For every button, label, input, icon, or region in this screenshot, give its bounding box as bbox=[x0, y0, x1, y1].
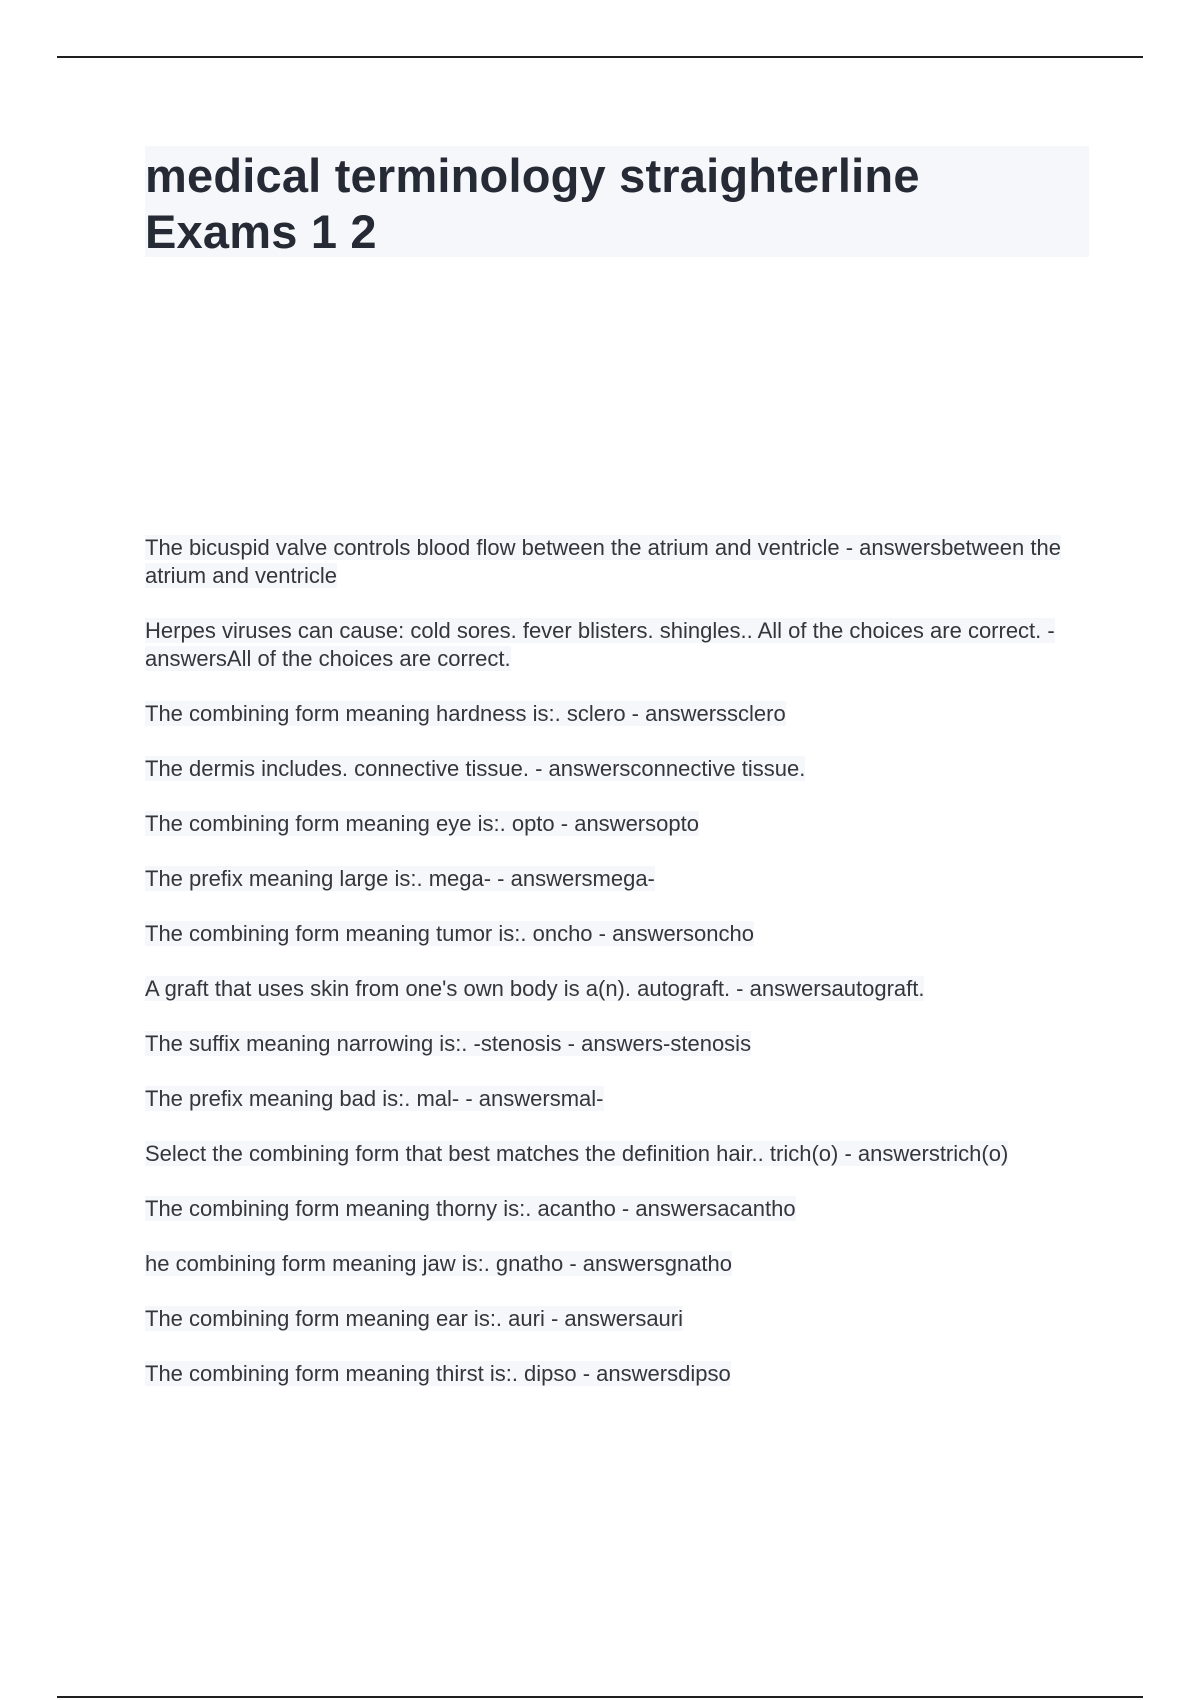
qa-text: The prefix meaning bad is:. mal- - answersmal- bbox=[145, 1086, 604, 1111]
qa-item bbox=[145, 1030, 1075, 1058]
qa-item bbox=[145, 534, 1075, 590]
qa-text: The combining form meaning hardness is:. sclero - answerssclero bbox=[145, 701, 786, 726]
qa-text: The suffix meaning narrowing is:. -stenosis - answers-stenosis bbox=[145, 1031, 752, 1056]
qa-text: The combining form meaning tumor is:. oncho - answersoncho bbox=[145, 921, 754, 946]
qa-text: The combining form meaning thirst is:. dipso - answersdipso bbox=[145, 1361, 731, 1386]
qa-item bbox=[145, 700, 1075, 728]
qa-text: The combining form meaning ear is:. auri - answersauri bbox=[145, 1306, 684, 1331]
qa-text: The bicuspid valve controls blood flow between the atrium and ventricle - answersbetween the atrium and ventricle bbox=[145, 535, 1061, 588]
qa-text: he combining form meaning jaw is:. gnatho - answersgnatho bbox=[145, 1251, 732, 1276]
qa-item bbox=[145, 1085, 1075, 1113]
qa-item bbox=[145, 1195, 1075, 1223]
title-line-1: medical terminology straighterline bbox=[145, 149, 920, 202]
qa-text: The dermis includes. connective tissue. - answersconnective tissue. bbox=[145, 756, 806, 781]
qa-item bbox=[145, 975, 1075, 1003]
qa-text: The combining form meaning eye is:. opto - answersopto bbox=[145, 811, 699, 836]
qa-item bbox=[145, 865, 1075, 893]
qa-item bbox=[145, 617, 1075, 673]
qa-text: The prefix meaning large is:. mega- - answersmega- bbox=[145, 866, 655, 891]
top-divider bbox=[57, 56, 1143, 58]
qa-item bbox=[145, 920, 1075, 948]
qa-list bbox=[145, 534, 1075, 1415]
qa-item bbox=[145, 810, 1075, 838]
title-line-2: Exams 1 2 bbox=[145, 205, 377, 258]
qa-text: Select the combining form that best matches the definition hair.. trich(o) - answerstrich(o) bbox=[145, 1141, 1009, 1166]
qa-item bbox=[145, 1250, 1075, 1278]
qa-text: A graft that uses skin from one's own body is a(n). autograft. - answersautograft. bbox=[145, 976, 925, 1001]
qa-item bbox=[145, 1140, 1075, 1168]
bottom-divider bbox=[57, 1696, 1143, 1698]
qa-item bbox=[145, 1305, 1075, 1333]
qa-item bbox=[145, 1360, 1075, 1388]
title-block bbox=[145, 146, 1089, 257]
qa-item bbox=[145, 755, 1075, 783]
qa-text: The combining form meaning thorny is:. acantho - answersacantho bbox=[145, 1196, 796, 1221]
qa-text: Herpes viruses can cause: cold sores. fever blisters. shingles.. All of the choices are correct. - answersAll of the choices are correct. bbox=[145, 618, 1055, 671]
document-title bbox=[145, 148, 1089, 260]
